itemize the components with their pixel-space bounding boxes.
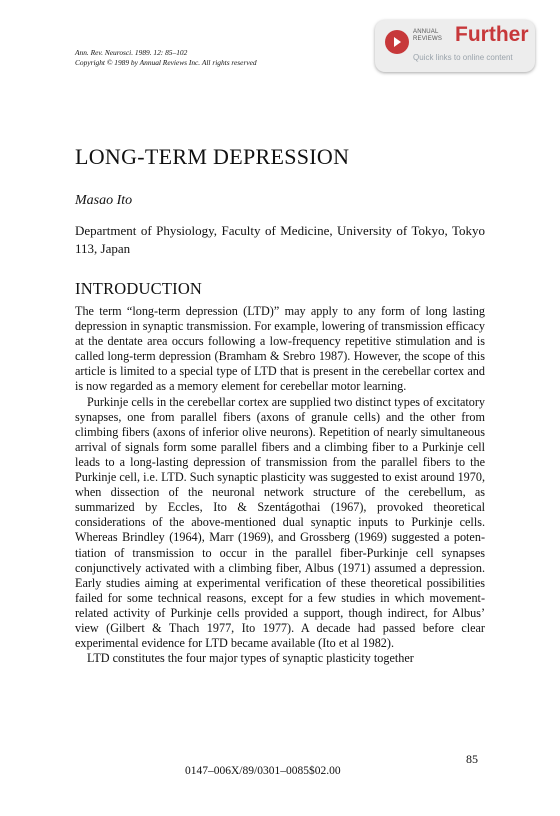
article-code: 0147–006X/89/0301–0085$02.00 — [185, 765, 341, 777]
annual-reviews-label — [413, 29, 442, 43]
article-body — [75, 304, 485, 666]
annual-label: ANNUAL — [413, 29, 439, 35]
quick-links-text: Quick links to online content — [413, 53, 513, 62]
journal-citation: Ann. Rev. Neurosci. 1989. 12: 85–102 — [75, 48, 188, 57]
play-circle-icon — [385, 30, 409, 54]
author-name: Masao Ito — [75, 193, 133, 208]
section-heading-introduction: INTRODUCTION — [75, 279, 203, 298]
body-paragraph: The term “long-term depression (LTD)” may apply to any form of long lasting depression in synaptic transmission. For example, lowering of transmission efficacy at the dentate area occurs following a low-frequency repetitive stimulation and is called long-term depression (Bramham & Srebro 1987). However, the scope of this article is limited to a special type of LTD that is present in the cerebellar cortex and is now regarded as a memory element for cerebellar motor learning. — [75, 304, 485, 394]
further-label: Further — [455, 23, 529, 46]
page-number: 85 — [466, 752, 478, 766]
copyright-notice: Copyright © 1989 by Annual Reviews Inc. All rights reserved — [75, 58, 257, 67]
author-affiliation: Department of Physiology, Faculty of Medicine, University of Tokyo, Tokyo 113, Japan — [75, 223, 485, 256]
article-title: LONG-TERM DEPRESSION — [75, 144, 350, 169]
reviews-label: REVIEWS — [413, 36, 443, 42]
body-paragraph: LTD constitutes the four major types of synaptic plasticity together — [87, 651, 414, 666]
journal-citation-block — [75, 48, 257, 68]
body-paragraph: Purkinje cells in the cerebellar cortex are supplied two distinct types of excitatory synapses, one from parallel fibers (axons of granule cells) and the other from climbing fibers (axons of inferior olive neurons). Repetition of nearly simultaneous arrival of signals form some parallel fibers and a climbing fiber to a Purkinje cell leads to a long-lasting depression of transmission from the parallel fibers to the Purkinje cell, i.e. LTD. Such synaptic plasticity was suggested to exist around 1970, when dissection of the neuronal network structure of the cerebellum, as summarized by Eccles, Ito & Szentágothai (1967), provoked theoretical considerations of the above-mentioned dual synaptic inputs to Purkinje cells. Whereas Brindley (1964), Marr (1969), and Grossberg (1969) suggested a potentiation of transmission to occur in the parallel fiber-Purkinje cell synapses conjunctively activated with a climbing fiber, Albus (1971) assumed a depression. Early studies aiming at experimental verification of these theoretical possibilities failed for some technical reasons, except for a few studies in which movement-related activity of Purkinje cells provided a support, though indirect, for Albus’ view (Gilbert & Thach 1977, Ito 1977). A decade had passed before clear experimental evidence for LTD became available (Ito et al 1982). — [75, 394, 485, 651]
annual-reviews-further-badge[interactable] — [375, 20, 535, 72]
